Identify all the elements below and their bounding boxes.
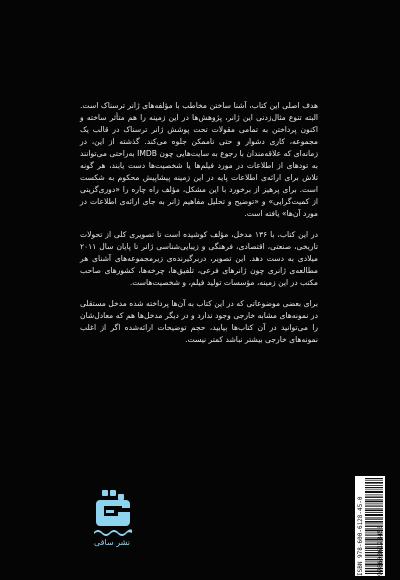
ean-digits: 9786006128450	[376, 525, 384, 576]
blurb-text	[80, 100, 318, 355]
isbn-label: ISBN 978-600-6128-45-0	[357, 496, 364, 576]
barcode	[355, 476, 385, 576]
publisher-logo-icon	[88, 488, 136, 548]
blurb-paragraph-2: در این کتاب، با ۱۳۶ مدخل، مؤلف کوشیده است تا تصویری کلی از تحولات تاریخی، صنعتی، اقتصادی، فرهنگی و زیبایی‌شناسی ژانر تا پایان سال ۲۰۱۱ میلادی به دست دهد. این تصویر، دربرگیرنده‌ی زیرمجموعه‌های آشنای هر مطالعه‌ی ژانری چون ژانرهای فرعی، تلفیق‌ها، چرخه‌ها، کشورهای صاحب مکتب در این زمینه، مؤسسات تولید فیلم، و شخصیت‌هاست.	[80, 230, 318, 287]
publisher-logo-text: نشر ساقی	[94, 538, 130, 547]
blurb-paragraph-1: هدف اصلی این کتاب، آشنا ساختن مخاطب با مؤلفه‌های ژانر ترسناک است. البته تنوع مثال‌زدنی این ژانر، پژوهش‌ها در این زمینه را هم متأثر ساخته و اکنون پرداختن به تمامی مقولات تحت پوشش ژانر ترسناک در قالب یک مجموعه، کاری دشوار و حتی ناممکن جلوه می‌کند. گذشته از این، در زمانه‌ای که علاقه‌مندان با رجوع به سایت‌هایی چون IMDB به‌راحتی می‌توانند به تودهای از اطلاعات در مورد فیلم‌ها یا شخصیت‌ها دست یابند، هر گونه تلاش برای ارائه‌ی اطلاعات پایه در این زمینه پیشاپیش محکوم به شکست است. برای پرهیز از برخورد با این مشکل، مؤلف راه چاره را «دوری‌گزینی از کمیت‌گرایی» و «توضیح و تحلیل مفاهیم ژانر به جای ارائه‌ی اطلاعات در مورد آن‌ها» یافته است.	[80, 101, 318, 218]
blurb-paragraph-3: برای بعضی موضوعاتی که در این کتاب به آن‌ها پرداخته شده مدخل مستقلی در نمونه‌های مشابه خارجی وجود ندارد و در دیگر مدخل‌ها هم که معادل‌شان را می‌توانید در آن کتاب‌ها بیابید، حجم توضیحات ارائه‌شده اگر از اغلب نمونه‌های خارجی بیشتر نباشد کمتر نیست.	[80, 299, 318, 344]
